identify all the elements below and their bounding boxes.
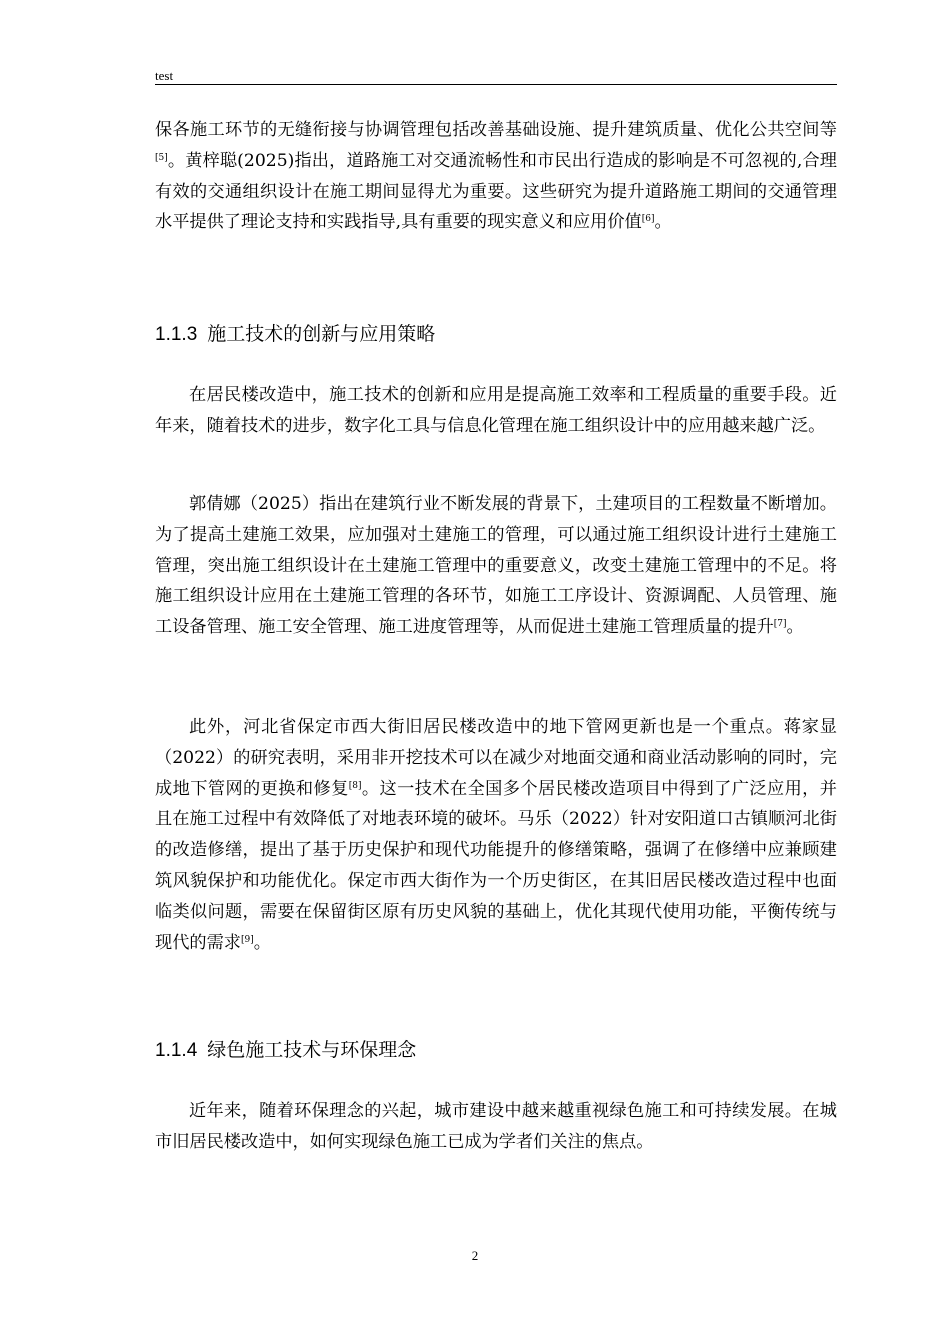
citation-5: [5] (155, 152, 168, 163)
page-header: test (155, 68, 174, 83)
paragraph-text: 。 (253, 932, 271, 953)
paragraph (155, 489, 837, 643)
paragraph-text: 保各施工环节的无缝衔接与协调管理包括改善基础设施、提升建筑质量、优化公共空间等 (155, 120, 837, 140)
header-divider (155, 84, 837, 85)
citation-8: [8] (348, 780, 362, 791)
paragraph-text: 。 (654, 212, 672, 233)
paragraph (155, 1096, 837, 1158)
paragraph-text: 郭倩娜（2025）指出在建筑行业不断发展的背景下，土建项目的工程数量不断增加。为了提高土建施工效果，应加强对土建施工的管理，可以通过施工组织设计进行土建施工管理，突出施工组织设计在土建施工管理中的重要意义，改变土建施工管理中的不足。将施工组织设计应用在土建施工管理的各环节，如施工工序设计、资源调配、人员管理、施工设备管理、施工安全管理、施工进度管理等，从而促进土建施工管理质量的提升 (155, 494, 837, 638)
section-heading-1-1-3 (155, 322, 435, 347)
paragraph-text: 此外，河北省保定市西大街旧居民楼改造中的地下管网更新也是一个重点。蒋家显（2022）的研究表明，采用非开挖技术可以在减少对地面交通和商业活动影响的同时，完成地下管网的更换和修复 (155, 717, 837, 799)
paragraph-text: 。黄梓聪(2025)指出，道路施工对交通流畅性和市民出行造成的影响是不可忽视的,合理有效的交通组织设计在施工期间显得尤为重要。这些研究为提升道路施工期间的交通管理水平提供了理论支持和实践指导,具有重要的现实意义和应用价值 (155, 150, 837, 233)
section-number: 1.1.4 (155, 1040, 198, 1061)
section-number: 1.1.3 (155, 324, 198, 345)
section-title: 绿色施工技术与环保理念 (207, 1039, 417, 1061)
citation-7: [7] (773, 619, 787, 630)
paragraph-text: 近年来，随着环保理念的兴起，城市建设中越来越重视绿色施工和可持续发展。在城市旧居民楼改造中，如何实现绿色施工已成为学者们关注的焦点。 (155, 1101, 837, 1152)
paragraph-continued (155, 115, 837, 238)
citation-6: [6] (641, 214, 655, 225)
paragraph (155, 380, 837, 442)
paragraph (155, 712, 837, 958)
page-number: 2 (471, 1248, 479, 1263)
paragraph-text: 。 (786, 617, 804, 638)
section-title: 施工技术的创新与应用策略 (207, 323, 436, 345)
paragraph-text: 在居民楼改造中，施工技术的创新和应用是提高施工效率和工程质量的重要手段。近年来，随着技术的进步，数字化工具与信息化管理在施工组织设计中的应用越来越广泛。 (155, 385, 837, 436)
paragraph-text: 。这一技术在全国多个居民楼改造项目中得到了广泛应用，并且在施工过程中有效降低了对地表环境的破坏。马乐（2022）针对安阳道口古镇顺河北街的改造修缮，提出了基于历史保护和现代功能提升的修缮策略，强调了在修缮中应兼顾建筑风貌保护和功能优化。保定市西大街作为一个历史街区，在其旧居民楼改造过程中也面临类似问题，需要在保留街区原有历史风貌的基础上，优化其现代使用功能，平衡传统与现代的需求 (155, 778, 837, 953)
section-heading-1-1-4 (155, 1038, 416, 1063)
citation-9: [9] (240, 934, 254, 945)
